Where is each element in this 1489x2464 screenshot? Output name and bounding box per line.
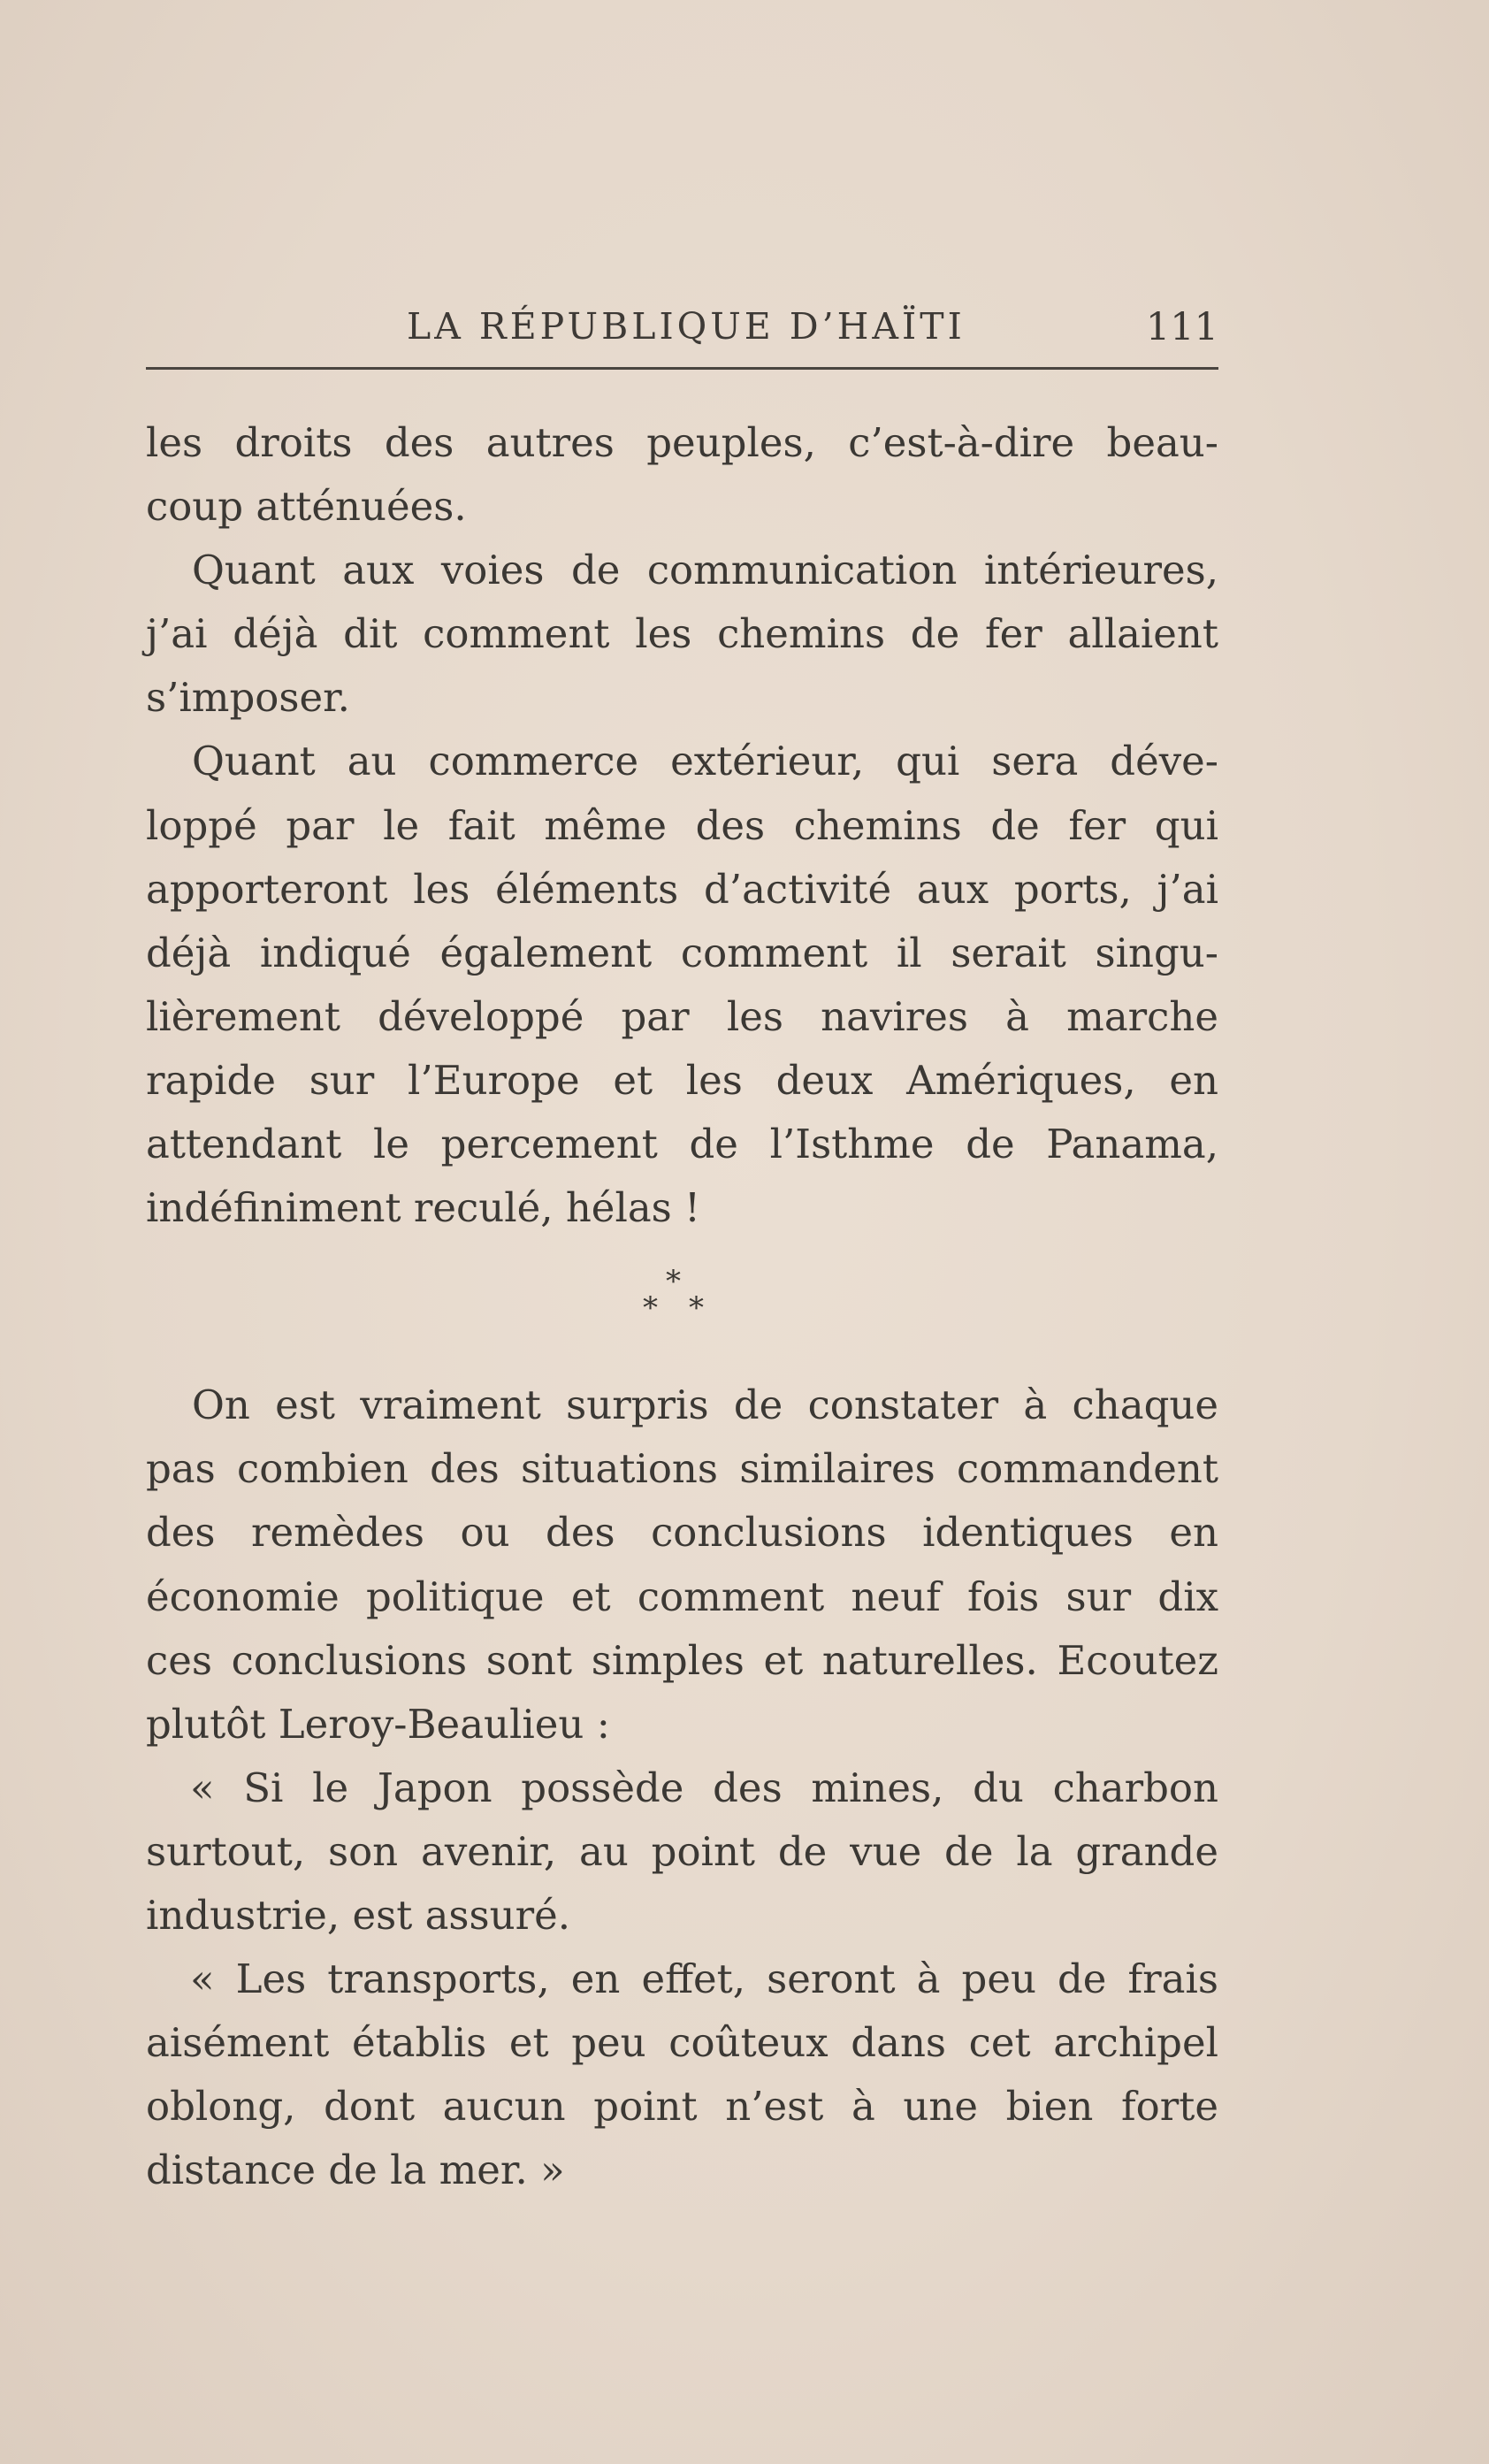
text-line: attendant le percement de l’Isthme de Panama, [146, 1121, 1218, 1168]
text-line: économie politique et comment neuf fois sur dix [146, 1573, 1218, 1620]
paragraph [146, 411, 1218, 539]
text-line: Quant aux voies de communication intérieures, [192, 547, 1218, 594]
text-line: j’ai déjà dit comment les chemins de fer allaient [146, 610, 1218, 658]
section-break-asterism [146, 1240, 1218, 1374]
text-line: « Si le Japon possède des mines, du charbon [190, 1764, 1218, 1811]
text-line: des remèdes ou des conclusions identiques en [146, 1509, 1218, 1557]
page-header [146, 305, 1218, 370]
text-line: déjà indiqué également comment il serait singu- [146, 929, 1218, 976]
body-text [146, 411, 1218, 2202]
paragraph [146, 1374, 1218, 1756]
text-line: aisément établis et peu coûteux dans cet archipel [146, 2019, 1218, 2067]
text-line: distance de la mer. » [146, 2146, 565, 2194]
text-line: les droits des autres peuples, c’est-à-dire beau- [146, 419, 1218, 466]
page-number: 111 [1145, 305, 1218, 349]
text-line: oblong, dont aucun point n’est à une bien forte [146, 2083, 1218, 2131]
asterisk-top: * [666, 1264, 681, 1300]
text-line: ces conclusions sont simples et naturelles. Ecoutez [146, 1636, 1218, 1684]
asterisk-right: * [689, 1290, 704, 1327]
paragraph [146, 730, 1218, 1240]
text-line: coup atténuées. [146, 483, 467, 531]
running-title: LA RÉPUBLIQUE D’HAÏTI [407, 305, 966, 348]
text-line: rapide sur l’Europe et les deux Amériques, en [146, 1056, 1218, 1104]
text-line: plutôt Leroy-Beaulieu : [146, 1700, 610, 1748]
text-line: pas combien des situations similaires commandent [146, 1445, 1218, 1493]
text-line: s’imposer. [146, 674, 350, 722]
quote-paragraph [146, 1756, 1218, 1947]
text-line: lièrement développé par les navires à marche [146, 992, 1218, 1040]
asterisk-left: * [643, 1290, 658, 1327]
text-line: apporteront les éléments d’activité aux ports, j’ai [146, 865, 1218, 913]
text-line: « Les transports, en effet, seront à peu de frais [190, 1955, 1218, 2003]
quote-paragraph [146, 1947, 1218, 2202]
text-line: surtout, son avenir, au point de vue de la grande [146, 1827, 1218, 1875]
text-line: indéfiniment reculé, hélas ! [146, 1184, 701, 1232]
paragraph [146, 539, 1218, 730]
text-line: On est vraiment surpris de constater à chaque [192, 1381, 1218, 1429]
text-line: industrie, est assuré. [146, 1891, 571, 1939]
text-line: Quant au commerce extérieur, qui sera déve- [192, 738, 1218, 785]
text-line: loppé par le fait même des chemins de fer qui [146, 801, 1218, 849]
